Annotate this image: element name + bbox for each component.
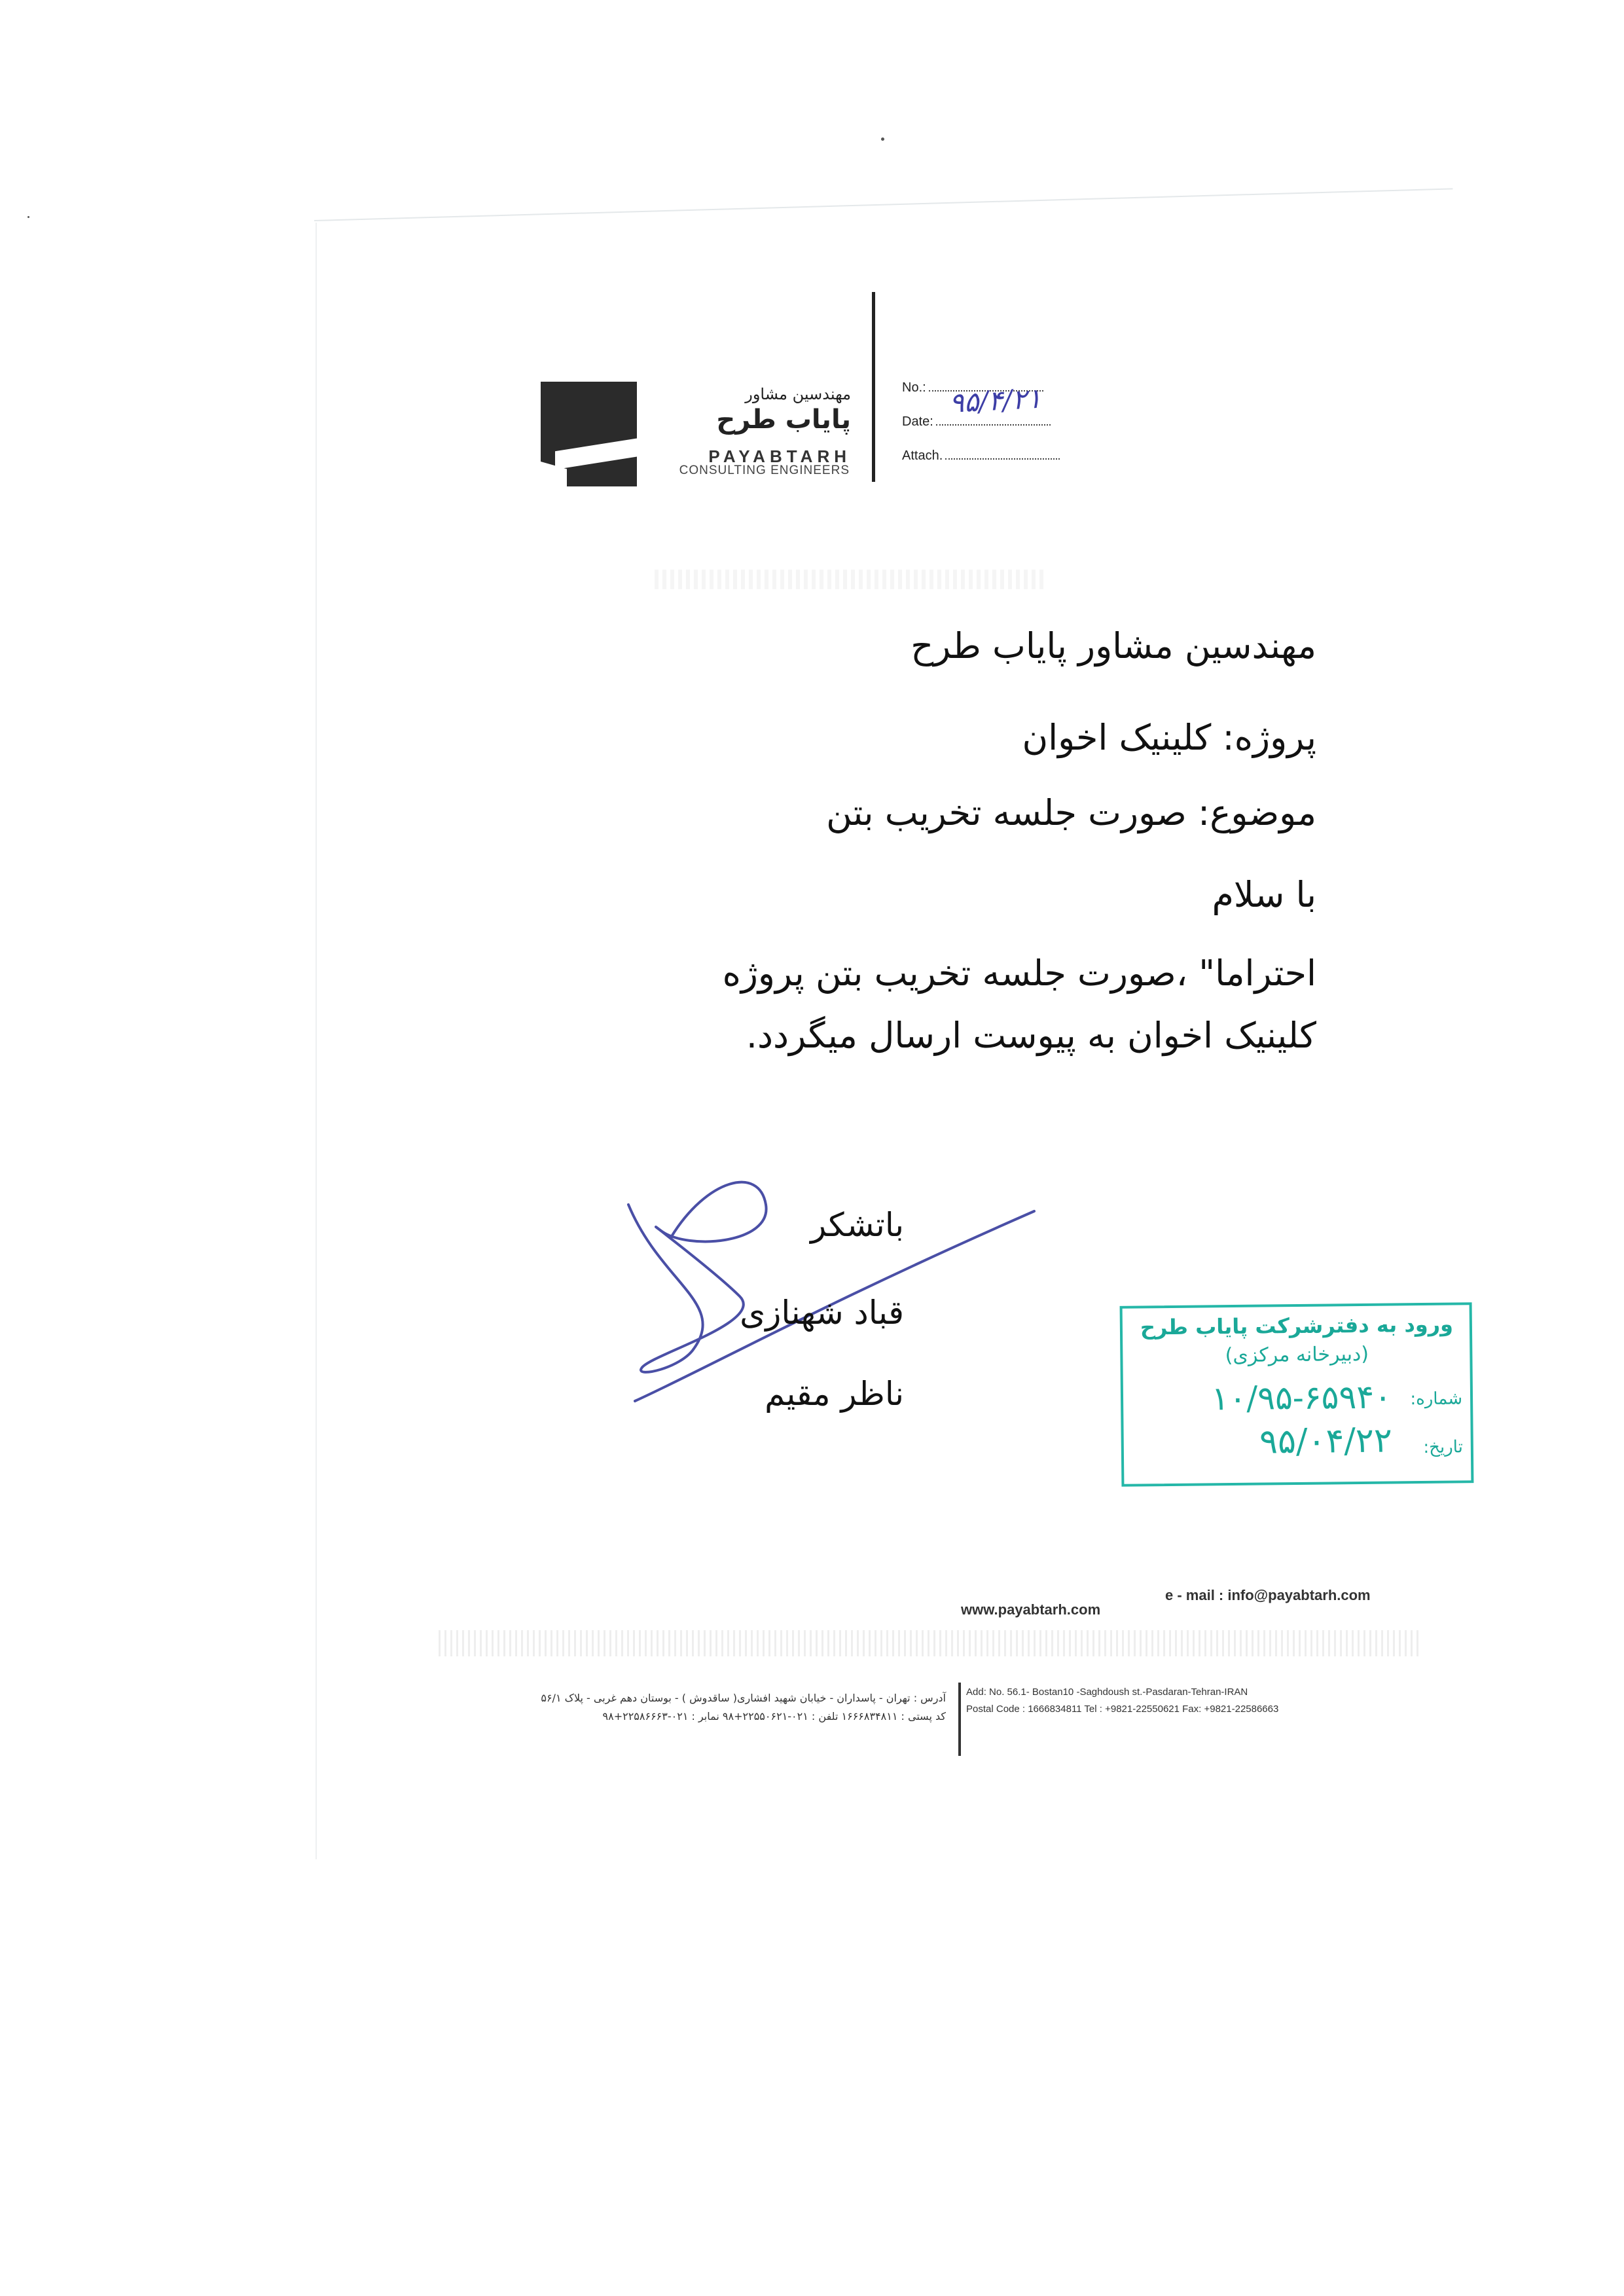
subject-line: موضوع: صورت جلسه تخریب بتن [826,792,1316,833]
signer-role: ناظر مقیم [765,1375,904,1413]
paragraph-line-1: احتراما" ،صورت جلسه تخریب بتن پروژه [722,953,1316,994]
footer-postal-en: Postal Code : 1666834811 Tel : +9821-22550621 Fax: +9821-22586663 [966,1704,1279,1715]
footer-address-en: Add: No. 56.1- Bostan10 -Saghdoush st.-Pasdaran-Tehran-IRAN [966,1686,1248,1698]
scan-speck [881,137,884,141]
brand-name: پایاب طرح [716,405,851,435]
brand-name-small: مهندسین مشاور [745,385,851,403]
paragraph-line-2: کلینیک اخوان به پیوست ارسال میگردد. [746,1015,1316,1056]
ref-attach-label: Attach. [902,448,943,463]
closing-thanks: باتشکر [810,1206,904,1244]
ref-attach-row [902,446,1072,464]
stamp-number-value: ۱۰/۹۵-۶۵۹۴۰ [1211,1377,1392,1418]
scan-noise [439,1630,1420,1656]
greeting-line: با سلام [1212,874,1316,915]
footer-postal-fa: کد پستی : ۱۶۶۶۸۳۴۸۱۱ تلفن : ۰۲۱-۲۲۵۵۰۶۲۱+۹۸ نمابر : ۰۲۱-۲۲۵۸۶۶۶۳+۹۸ [602,1710,946,1722]
receipt-stamp [1120,1302,1474,1487]
header-divider [872,292,875,482]
page-edge [314,188,1453,221]
stamp-title: ورود به دفترشرکت پایاب طرح [1140,1311,1454,1340]
stamp-number-label: شماره: [1410,1389,1463,1410]
company-logo [541,382,637,486]
signer-name: قباد شهنازی [740,1294,904,1332]
recipient-line: مهندسین مشاور پایاب طرح [911,625,1316,666]
ref-date-label: Date: [902,414,933,429]
page-edge [316,223,317,1859]
brand-subtitle: CONSULTING ENGINEERS [679,464,850,477]
scan-speck [27,216,29,218]
footer-website: www.payabtarh.com [961,1601,1101,1618]
scan-noise [655,570,1047,589]
brand-name-en: PAYABTARH [708,446,851,466]
ref-number-label: No.: [902,380,926,395]
stamp-subtitle: (دبیرخانه مرکزی) [1225,1342,1369,1368]
footer-email: e - mail : info@payabtarh.com [1165,1587,1371,1603]
footer-divider [958,1683,961,1756]
ref-attach-field [945,446,1060,460]
footer-address-fa: آدرس : تهران - پاسداران - خیابان شهید افشاری( ساقدوش ) - بوستان دهم غربی - پلاک ۵۶/۱ [541,1692,946,1704]
stamp-date-value: ۹۵/۰۴/۲۲ [1259,1421,1393,1462]
stamp-date-label: تاریخ: [1423,1437,1464,1457]
handwritten-date: ۹۵/۴/۲۱ [948,382,1043,419]
project-line: پروژه: کلینیک اخوان [1022,717,1316,758]
